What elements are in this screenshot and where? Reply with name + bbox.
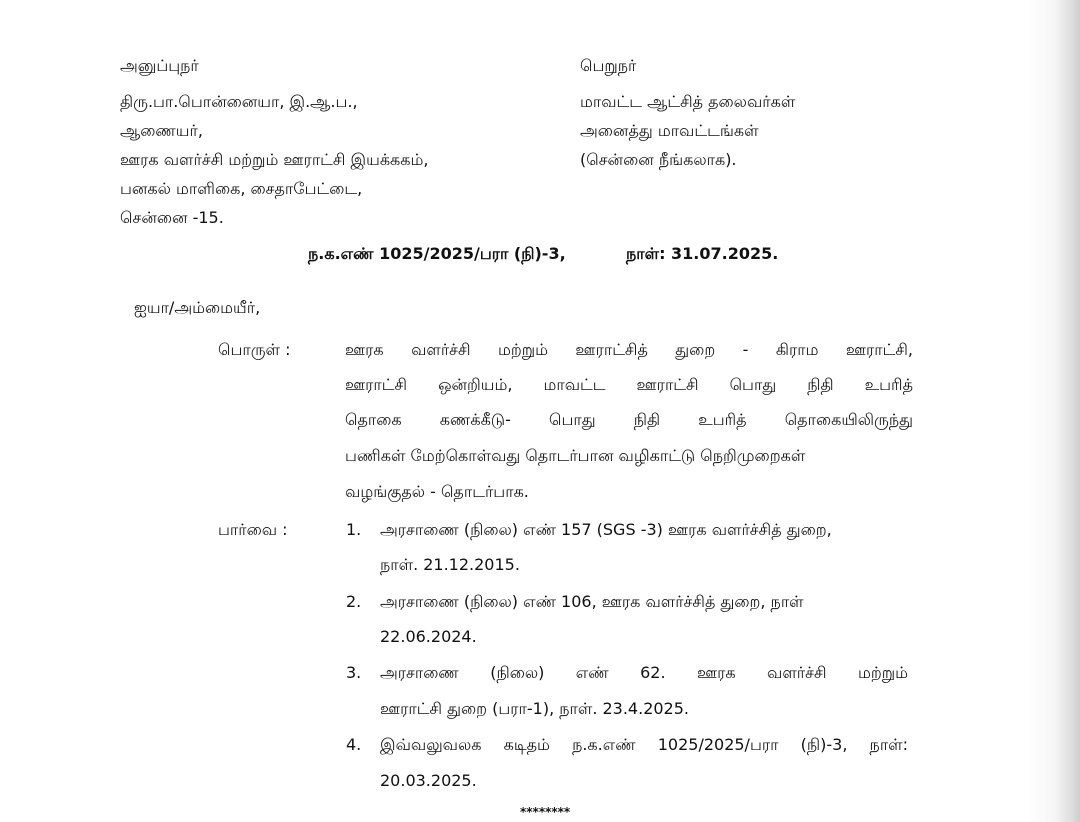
reference-date: நாள்: 31.07.2025.: [626, 244, 779, 263]
subject-line-4: பணிகள் மேற்கொள்வது தொடர்பான வழிகாட்டு நெறிமுறைகள்: [345, 446, 806, 465]
reference-item-line: அரசாணை (நிலை) எண் 62. ஊரக வளர்ச்சி மற்றும்: [380, 663, 908, 682]
reference-item-line: அரசாணை (நிலை) எண் 106, ஊரக வளர்ச்சித் துறை, நாள்: [380, 592, 804, 611]
subject-line-2: ஊராட்சி ஒன்றியம், மாவட்ட ஊராட்சி பொது நிதி உபரித்: [345, 375, 913, 394]
sender-city: சென்னை -15.: [120, 208, 224, 227]
reference-item-line: ஊராட்சி துறை (பரா-1), நாள். 23.4.2025.: [380, 699, 689, 718]
page-edge-shadow: [1054, 0, 1080, 822]
reference-item-number: 3.: [346, 663, 362, 682]
reference-item-number: 1.: [346, 520, 362, 539]
references-label: பார்வை :: [218, 520, 288, 539]
recipient-heading: பெறுநர்: [580, 56, 637, 75]
sender-heading: அனுப்புநர்: [120, 56, 199, 75]
reference-item-line: 20.03.2025.: [380, 771, 477, 790]
sender-department: ஊரக வளர்ச்சி மற்றும் ஊராட்சி இயக்ககம்,: [120, 150, 429, 169]
reference-item-line: இவ்வலுவலக கடிதம் ந.க.எண் 1025/2025/பரா (நி)-3, நாள்:: [380, 735, 908, 754]
sender-name: திரு.பா.பொன்னையா, இ.ஆ.ப.,: [120, 92, 358, 111]
sender-designation: ஆணையர்,: [120, 121, 203, 140]
reference-item-line: அரசாணை (நிலை) எண் 157 (SGS -3) ஊரக வளர்ச்சித் துறை,: [380, 520, 832, 539]
subject-line-1: ஊரக வளர்ச்சி மற்றும் ஊராட்சித் துறை - கிராம ஊராட்சி,: [345, 340, 913, 359]
reference-item-line: நாள். 21.12.2015.: [380, 555, 520, 574]
recipient-line-1: மாவட்ட ஆட்சித் தலைவர்கள்: [580, 92, 796, 111]
recipient-line-3: (சென்னை நீங்கலாக).: [580, 150, 737, 169]
reference-item-line: 22.06.2024.: [380, 627, 477, 646]
reference-item-number: 4.: [346, 735, 362, 754]
subject-line-5: வழங்குதல் - தொடர்பாக.: [345, 482, 529, 501]
salutation: ஐயா/அம்மையீர்,: [134, 298, 261, 317]
reference-item-number: 2.: [346, 592, 362, 611]
recipient-line-2: அனைத்து மாவட்டங்கள்: [580, 121, 759, 140]
section-separator: ********: [520, 805, 571, 819]
subject-label: பொருள் :: [218, 340, 291, 359]
reference-number: ந.க.எண் 1025/2025/பரா (நி)-3,: [308, 244, 566, 263]
sender-building: பனகல் மாளிகை, சைதாபேட்டை,: [120, 179, 363, 198]
subject-line-3: தொகை கணக்கீடு- பொது நிதி உபரித் தொகையிலிருந்து: [345, 410, 913, 429]
